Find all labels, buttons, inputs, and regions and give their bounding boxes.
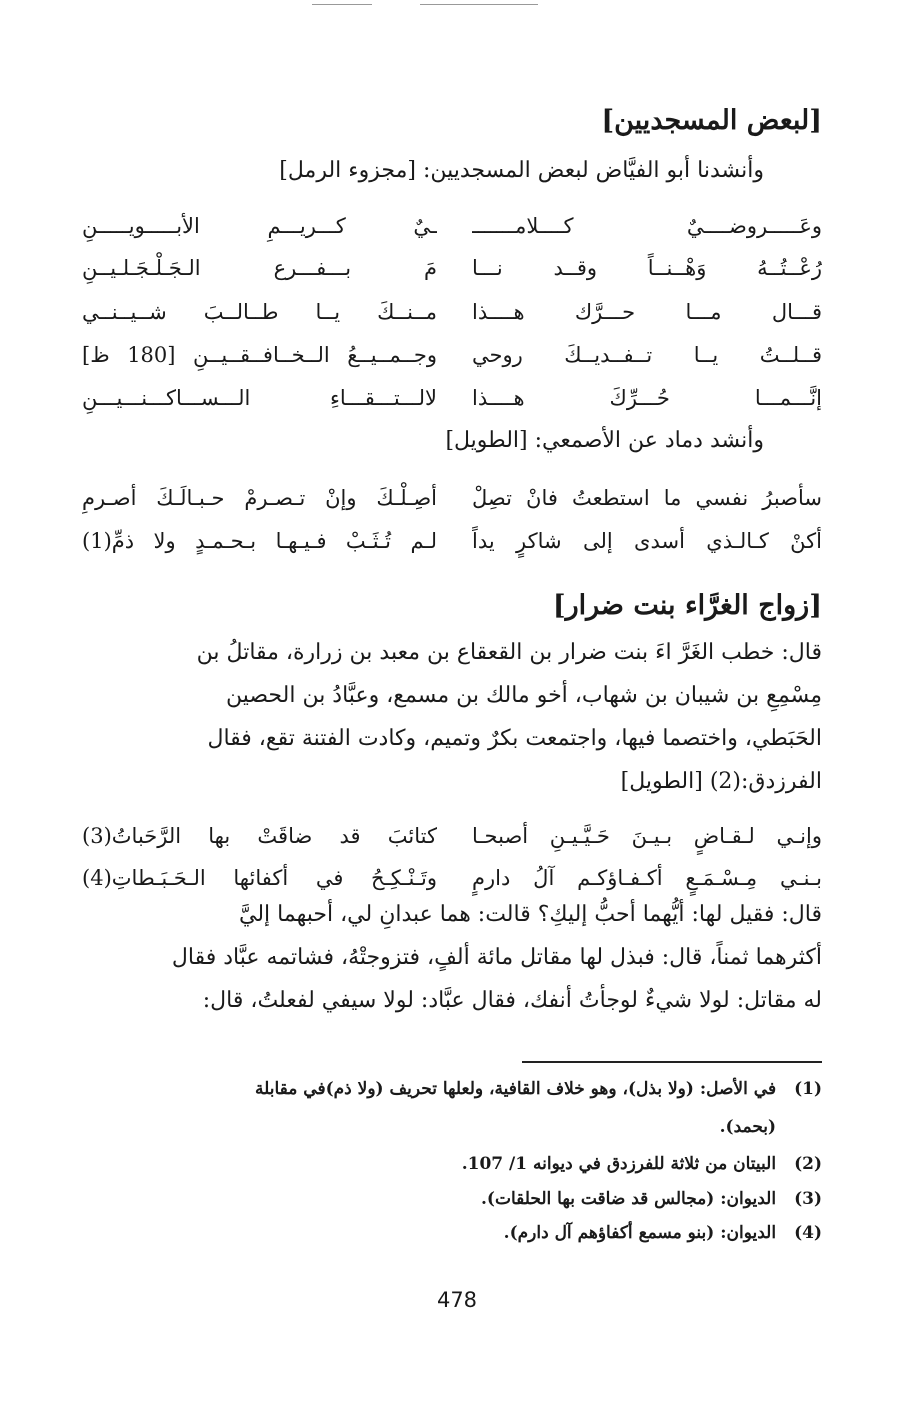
verse-line — [82, 378, 822, 418]
footnote — [82, 1112, 822, 1142]
verse-first-hemistich: وإنـي لـقـاضٍ بـيـنَ حَـيَّـيـنِ أصبحـا — [472, 824, 822, 848]
footnote-number: (2) — [794, 1154, 822, 1174]
section-heading-masjidiyin: [لبعض المسجديين] — [601, 105, 822, 136]
verse-line — [82, 206, 822, 246]
paragraph-line: مِسْمِعِ بن شيبان بن شهاب، أخو مالك بن مسمع، وعبَّادُ بن الحصين — [225, 683, 822, 708]
footnote-number: (1) — [794, 1079, 822, 1099]
footnote-separator — [522, 1061, 822, 1063]
footnote-number: (4) — [794, 1223, 822, 1243]
verse-second-hemistich: ـيٌ كـــريـــمِ الأبـــــويـــــنِ — [82, 214, 437, 238]
verse-first-hemistich: قــلــتُ يــا تــفــديــكَ روحي — [472, 343, 822, 367]
footnote — [82, 1184, 822, 1214]
verse-first-hemistich: إنَّـــمـــا حُـــرِّكَ هــــذا — [472, 386, 822, 410]
footnote — [82, 1074, 822, 1104]
verse-first-hemistich: وعَـــــروضــــيٌ كــــلامـــــــ — [472, 214, 822, 238]
top-rule-right — [420, 4, 538, 5]
verse-line — [82, 858, 822, 898]
verse-second-hemistich: أصِـلْـكَ وإنْ تـصـرمْ حـبـالَـكَ أصـرمِ — [82, 486, 437, 510]
verse-line — [82, 335, 822, 375]
verse-second-hemistich: وتَـنْـكِـحُ في أكفائها الـحَـبَـطاتِ(4) — [82, 866, 437, 890]
verse-second-hemistich: لالـــتـــقـــاءِ الـــســـاكـــنـــيـــنِ — [82, 386, 437, 410]
verse-second-hemistich: مــنــكَ يــا طــالــبَ شــيــنــي — [82, 300, 437, 324]
paragraph-line: أكثرهما ثمناً، قال: فبذل لها مقاتل مائة ألفٍ، فتزوجتْهُ، فشاتمه عبَّاد فقال — [171, 945, 822, 970]
section-intro: وأنشدنا أبو الفيَّاض لبعض المسجديين: [مجزوء الرمل] — [279, 158, 764, 183]
footnote-number: (3) — [794, 1189, 822, 1209]
verse-second-hemistich: لـم تُـثَـبْ فـيـهـا بـحـمـدٍ ولا ذمِّ(1) — [82, 529, 437, 553]
verse-line — [82, 478, 822, 518]
verse-line — [82, 521, 822, 561]
verse-first-hemistich: رُعْــتُــهُ وَهْــنــاً وقــد نـــا — [472, 256, 822, 280]
verse-line — [82, 248, 822, 288]
verse-line — [82, 816, 822, 856]
footnote — [82, 1218, 822, 1248]
paragraph-line: قال: خطب الغَرَّ اءَ بنت ضرار بن القعقاع بن معبد بن زرارة، مقاتلُ بن — [196, 640, 822, 665]
section-heading-marriage: [زواج الغرَّاء بنت ضرار] — [552, 590, 822, 621]
verse-first-hemistich: بـنـي مِـسْـمَـعٍ أكـفـاؤكـم آلُ دارمٍ — [472, 866, 822, 890]
verse-first-hemistich: أكنْ كـالـذي أسدى إلى شاكرٍ يداً — [472, 529, 822, 553]
footnote-text: الديوان: (بنو مسمع أكفاؤهم آل دارم). — [503, 1223, 777, 1243]
verse-second-hemistich: كتائبَ قد ضاقَتْ بها الرَّحَباتُ(3) — [82, 824, 437, 848]
paragraph-line: الفرزدق:(2) [الطويل] — [620, 769, 822, 794]
verse-second-hemistich: وجــمــيــعُ الــخــافــقــيــنِ [180 ظ] — [82, 343, 437, 367]
verse-first-hemistich: قـــال مـــا حـــرَّك هــــذا — [472, 300, 822, 324]
paragraph-line: الحَبَطي، واختصما فيها، واجتمعت بكرٌ وتميم، وكادت الفتنة تقع، فقال — [207, 726, 822, 751]
verse-first-hemistich: سأصبرُ نفسي ما استطعتُ فانْ تصِلْ — [472, 486, 822, 510]
footnote — [82, 1149, 822, 1179]
footnote-text: (بحمد). — [719, 1117, 777, 1137]
paragraph-line: له مقاتل: لولا شيءٌ لوجأتُ أنفك، فقال عبَّاد: لولا سيفي لفعلتُ، قال: — [202, 988, 822, 1013]
footnote-text: البيتان من ثلاثة للفرزدق في ديوانه 1/ 107. — [461, 1154, 777, 1174]
verse-line — [82, 292, 822, 332]
top-rule-left — [312, 4, 372, 5]
page-number: 478 — [436, 1288, 478, 1312]
section-intro-asmai: وأنشد دماد عن الأصمعي: [الطويل] — [445, 428, 764, 453]
paragraph-line: قال: فقيل لها: أيُّهما أحبُّ إليكِ؟ قالت: هما عبدانِ لي، أحبهما إليَّ — [239, 902, 822, 927]
footnote-text: الديوان: (مجالس قد ضاقت بها الحلقات). — [481, 1189, 777, 1209]
verse-second-hemistich: مَ بـــفـــرع الـجَـلْـجَـلـيــنِ — [82, 256, 437, 280]
footnote-text: في الأصل: (ولا بذل)، وهو خلاف القافية، ولعلها تحريف (ولا ذم)في مقابلة — [255, 1079, 777, 1099]
